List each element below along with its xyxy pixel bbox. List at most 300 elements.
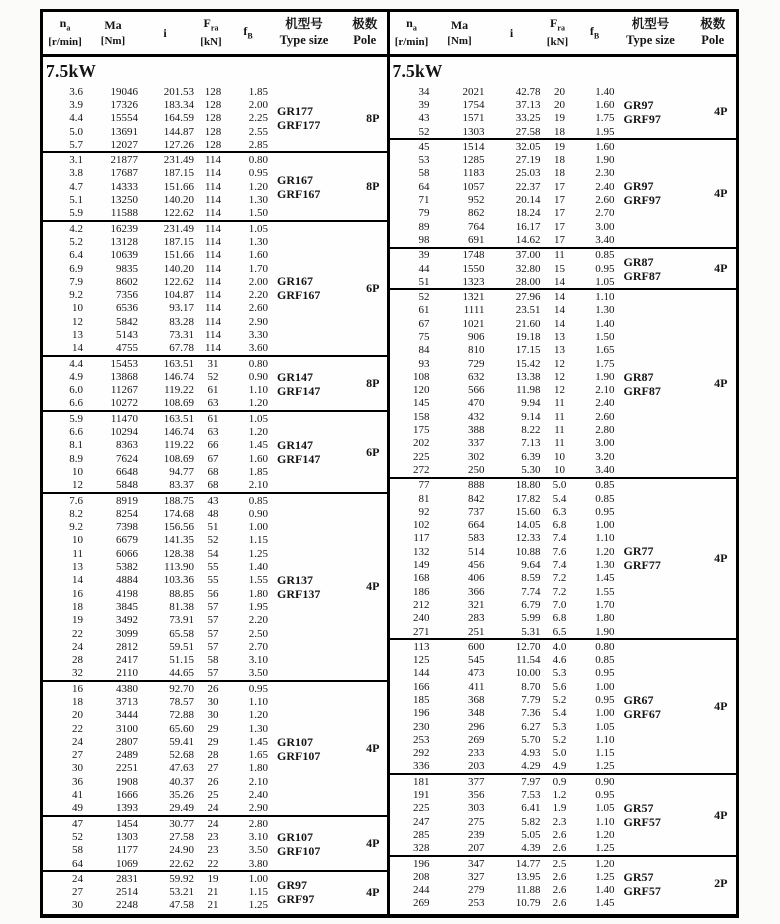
- cell-radial-force: 114: [204, 328, 222, 341]
- cell-torque: 1666: [116, 789, 138, 802]
- table-row: [390, 545, 615, 558]
- table-row: [390, 492, 615, 505]
- cell-torque: 366: [468, 585, 485, 598]
- cell-ratio: 231.49: [163, 154, 194, 167]
- col-header-radial-force: $F_{ra}$ [kN]: [200, 16, 222, 48]
- cell-ratio: 59.51: [169, 640, 194, 653]
- cell-torque: 1454: [116, 817, 138, 830]
- cell-radial-force: 18: [554, 167, 565, 180]
- cell-radial-force: 58: [207, 654, 219, 667]
- type-size-line: GRF57: [623, 815, 661, 830]
- cell-ratio: 10.88: [515, 545, 541, 558]
- cell-ratio: 7.13: [521, 437, 541, 450]
- cell-torque: 4198: [116, 587, 138, 600]
- cell-speed: 166: [413, 680, 430, 693]
- cell-ratio: 11.88: [516, 884, 541, 897]
- cell-speed: 28: [72, 654, 83, 667]
- pole-label: 8P: [366, 110, 380, 125]
- cell-ratio: 9.64: [521, 559, 541, 572]
- cell-radial-force: 114: [204, 180, 222, 193]
- gear-group: [43, 815, 387, 870]
- cell-service-factor: 0.95: [595, 694, 615, 706]
- cell-torque: 6679: [116, 534, 138, 547]
- cell-radial-force: 11: [554, 410, 565, 423]
- cell-ratio: 10.00: [515, 667, 541, 680]
- table-row: [43, 98, 268, 111]
- cell-radial-force: 114: [204, 302, 222, 315]
- cell-radial-force: 19: [207, 872, 219, 885]
- cell-ratio: 11.98: [516, 384, 541, 397]
- type-size-label: [277, 872, 359, 912]
- table-row: [390, 357, 615, 370]
- table-row: [390, 802, 615, 815]
- cell-radial-force: 30: [207, 709, 219, 722]
- cell-speed: 14: [72, 342, 83, 355]
- cell-radial-force: 6.8: [552, 519, 567, 532]
- cell-torque: 296: [468, 720, 485, 733]
- cell-torque: 737: [468, 505, 485, 518]
- table-row: [43, 695, 268, 708]
- type-size-line: GRF77: [623, 558, 661, 573]
- cell-speed: 3.6: [69, 85, 83, 98]
- cell-speed: 208: [413, 870, 430, 883]
- cell-speed: 52: [72, 830, 83, 843]
- pole-label: 6P: [366, 444, 380, 459]
- col-header-pole: 极数 Pole: [700, 17, 726, 47]
- cell-radial-force: 2.6: [552, 828, 567, 841]
- cell-torque: 2812: [116, 640, 138, 653]
- cell-speed: 4.4: [69, 112, 83, 125]
- cell-speed: 81: [418, 492, 430, 505]
- table-row: [390, 857, 615, 870]
- table-row: [43, 138, 268, 151]
- table-row: [390, 450, 615, 463]
- cell-speed: 145: [413, 397, 430, 410]
- cell-torque: 456: [468, 559, 485, 572]
- cell-service-factor: 1.80: [248, 587, 268, 600]
- cell-radial-force: 114: [204, 207, 222, 220]
- cell-ratio: 72.88: [169, 709, 194, 722]
- cell-speed: 13: [72, 328, 83, 341]
- table-row: [43, 735, 268, 748]
- cell-service-factor: 3.10: [248, 830, 268, 843]
- cell-service-factor: 1.55: [595, 585, 615, 598]
- cell-radial-force: 24: [207, 817, 219, 830]
- cell-ratio: 5.31: [521, 625, 541, 638]
- cell-service-factor: 1.00: [595, 519, 615, 532]
- cell-ratio: 27.96: [515, 291, 541, 304]
- cell-radial-force: 61: [207, 412, 219, 425]
- cell-speed: 8.2: [69, 507, 83, 520]
- type-size-line: GRF167: [277, 288, 321, 303]
- cell-service-factor: 2.40: [595, 180, 615, 193]
- cell-service-factor: 1.75: [595, 112, 615, 125]
- cell-ratio: 14.62: [515, 233, 541, 246]
- cell-speed: 3.8: [69, 167, 83, 180]
- cell-radial-force: 31: [207, 357, 219, 370]
- cell-speed: 51: [418, 275, 430, 288]
- cell-torque: 8363: [116, 439, 138, 452]
- pole-label: 8P: [366, 179, 380, 194]
- cell-torque: 302: [468, 450, 485, 463]
- cell-torque: 2021: [462, 85, 485, 98]
- cell-radial-force: 0.9: [552, 775, 567, 788]
- cell-ratio: 10.79: [515, 897, 541, 910]
- cell-ratio: 9.14: [521, 410, 541, 423]
- cell-speed: 132: [413, 545, 430, 558]
- cell-service-factor: 1.55: [248, 574, 268, 587]
- cell-radial-force: 10: [554, 450, 565, 463]
- cell-service-factor: 3.60: [248, 342, 268, 355]
- cell-ratio: 93.17: [169, 302, 194, 315]
- cell-speed: 39: [418, 249, 430, 262]
- cell-ratio: 11.54: [516, 654, 541, 667]
- cell-torque: 16239: [110, 222, 138, 235]
- table-row: [43, 534, 268, 547]
- cell-torque: 2110: [116, 667, 138, 680]
- table-row: [43, 802, 268, 815]
- cell-ratio: 113.90: [164, 561, 194, 574]
- table-row: [390, 667, 615, 680]
- type-size-label: [624, 640, 706, 773]
- gear-group: [43, 220, 387, 355]
- cell-service-factor: 1.70: [595, 598, 615, 611]
- cell-radial-force: 13: [554, 344, 565, 357]
- cell-torque: 1514: [462, 140, 485, 153]
- cell-torque: 5382: [116, 561, 138, 574]
- gear-group: [390, 288, 737, 476]
- table-row: [390, 625, 615, 638]
- cell-ratio: 24.90: [169, 844, 194, 857]
- cell-torque: 952: [468, 194, 485, 207]
- table-right-half: [390, 12, 737, 914]
- type-size-label: [624, 249, 706, 289]
- cell-speed: 30: [72, 762, 83, 775]
- cell-ratio: 51.15: [169, 654, 194, 667]
- gear-group: [390, 85, 737, 138]
- cell-torque: 6536: [116, 302, 138, 315]
- table-row: [43, 653, 268, 666]
- cell-torque: 10272: [110, 397, 138, 410]
- cell-ratio: 65.60: [169, 722, 194, 735]
- cell-ratio: 5.30: [521, 463, 541, 476]
- cell-ratio: 73.31: [169, 328, 194, 341]
- table-row: [43, 370, 268, 383]
- cell-ratio: 7.74: [521, 585, 541, 598]
- cell-service-factor: 0.95: [595, 505, 615, 518]
- cell-speed: 93: [418, 357, 430, 370]
- table-row: [43, 627, 268, 640]
- cell-speed: 292: [413, 747, 430, 760]
- cell-radial-force: 10: [554, 463, 565, 476]
- cell-ratio: 30.77: [169, 817, 194, 830]
- cell-speed: 6.0: [69, 384, 83, 397]
- type-size-label: [624, 857, 706, 910]
- pole-label: 4P: [714, 699, 728, 714]
- type-size-label: [277, 153, 359, 219]
- group-rows: [390, 479, 615, 639]
- table-row: [390, 870, 615, 883]
- cell-ratio: 103.36: [163, 574, 194, 587]
- cell-radial-force: 29: [207, 735, 219, 748]
- cell-service-factor: 0.85: [248, 494, 268, 507]
- cell-radial-force: 14: [554, 317, 565, 330]
- cell-ratio: 151.66: [163, 180, 194, 193]
- cell-service-factor: 1.10: [595, 291, 615, 304]
- type-size-line: GRF147: [277, 383, 321, 398]
- cell-radial-force: 114: [204, 249, 222, 262]
- cell-service-factor: 1.65: [595, 344, 615, 357]
- cell-torque: 1057: [462, 180, 485, 193]
- type-size-line: GR147: [277, 438, 313, 453]
- cell-ratio: 12.33: [515, 532, 541, 545]
- cell-speed: 168: [413, 572, 430, 585]
- table-row: [43, 425, 268, 438]
- cell-speed: 39: [418, 98, 430, 111]
- cell-service-factor: 1.20: [248, 397, 268, 410]
- cell-speed: 18: [72, 600, 83, 613]
- cell-radial-force: 56: [207, 587, 219, 600]
- cell-speed: 4.4: [69, 357, 83, 370]
- table-row: [43, 439, 268, 452]
- cell-radial-force: 114: [204, 222, 222, 235]
- cell-radial-force: 26: [207, 682, 219, 695]
- col-header-type-size: 机型号 Type size: [626, 17, 675, 47]
- cell-ratio: 35.26: [169, 789, 194, 802]
- cell-torque: 348: [468, 707, 485, 720]
- cell-radial-force: 17: [554, 220, 565, 233]
- table-row: [390, 733, 615, 746]
- cell-speed: 19: [72, 614, 83, 627]
- cell-radial-force: 68: [207, 479, 219, 492]
- cell-service-factor: 0.85: [595, 479, 615, 492]
- type-size-line: GR97: [623, 179, 654, 194]
- cell-service-factor: 2.60: [248, 302, 268, 315]
- cell-ratio: 141.35: [163, 534, 194, 547]
- type-size-line: GR167: [277, 274, 313, 289]
- cell-torque: 17687: [110, 167, 138, 180]
- cell-radial-force: 12: [554, 370, 565, 383]
- cell-speed: 24: [72, 872, 83, 885]
- table-row: [390, 125, 615, 138]
- cell-torque: 327: [468, 870, 485, 883]
- cell-speed: 113: [413, 640, 430, 653]
- col-header-service-factor: $f_B$: [243, 24, 253, 41]
- gear-group: [43, 492, 387, 680]
- cell-radial-force: 11: [554, 424, 565, 437]
- cell-ratio: 144.87: [163, 125, 194, 138]
- cell-ratio: 6.41: [521, 802, 541, 815]
- cell-torque: 279: [468, 884, 485, 897]
- cell-torque: 810: [468, 344, 485, 357]
- table-row: [390, 505, 615, 518]
- cell-service-factor: 1.05: [595, 720, 615, 733]
- cell-service-factor: 1.75: [595, 357, 615, 370]
- cell-speed: 10: [72, 465, 83, 478]
- table-row: [390, 680, 615, 693]
- table-row: [390, 585, 615, 598]
- cell-radial-force: 128: [204, 98, 222, 111]
- cell-ratio: 17.82: [515, 492, 541, 505]
- cell-speed: 52: [418, 125, 430, 138]
- cell-torque: 2248: [116, 899, 138, 912]
- pole-label: 4P: [366, 741, 380, 756]
- cell-torque: 388: [468, 424, 485, 437]
- col-header-ratio: i: [163, 25, 167, 40]
- cell-ratio: 21.60: [515, 317, 541, 330]
- table-row: [390, 290, 615, 303]
- cell-service-factor: 1.90: [595, 370, 615, 383]
- table-row: [390, 532, 615, 545]
- cell-service-factor: 3.00: [595, 220, 615, 233]
- cell-radial-force: 23: [207, 844, 219, 857]
- cell-ratio: 15.42: [515, 357, 541, 370]
- cell-ratio: 163.51: [163, 357, 194, 370]
- cell-radial-force: 128: [204, 138, 222, 151]
- cell-ratio: 4.39: [521, 842, 541, 855]
- cell-speed: 8.1: [69, 439, 83, 452]
- cell-speed: 9.2: [69, 289, 83, 302]
- cell-speed: 64: [418, 180, 430, 193]
- table-row: [43, 412, 268, 425]
- type-size-line: GR87: [623, 369, 654, 384]
- cell-ratio: 164.59: [163, 112, 194, 125]
- cell-speed: 253: [413, 733, 430, 746]
- pole-label: 4P: [714, 550, 728, 565]
- cell-radial-force: 21: [207, 886, 219, 899]
- cell-service-factor: 3.40: [595, 233, 615, 246]
- cell-torque: 11470: [110, 412, 138, 425]
- gear-group: [43, 151, 387, 219]
- cell-ratio: 22.37: [515, 180, 541, 193]
- cell-radial-force: 30: [207, 696, 219, 708]
- cell-torque: 2831: [116, 872, 138, 885]
- table-row: [43, 614, 268, 627]
- cell-speed: 47: [72, 817, 83, 830]
- cell-torque: 9835: [116, 262, 138, 275]
- cell-service-factor: 1.00: [595, 707, 615, 720]
- cell-ratio: 8.22: [521, 424, 541, 437]
- cell-ratio: 59.41: [169, 735, 194, 748]
- cell-radial-force: 43: [207, 494, 219, 507]
- cell-ratio: 5.05: [521, 828, 541, 841]
- type-size-line: GR87: [623, 254, 654, 269]
- cell-speed: 34: [418, 85, 430, 98]
- cell-service-factor: 0.90: [248, 370, 268, 383]
- table-row: [390, 572, 615, 585]
- cell-service-factor: 1.50: [595, 330, 615, 343]
- cell-ratio: 37.00: [515, 249, 541, 262]
- col-header-radial-force: $F_{ra}$ [kN]: [546, 16, 569, 48]
- type-size-line: GR107: [277, 734, 313, 749]
- cell-ratio: 67.78: [169, 342, 194, 355]
- cell-radial-force: 11: [554, 397, 565, 410]
- cell-ratio: 65.58: [169, 627, 194, 640]
- cell-torque: 303: [468, 802, 485, 815]
- cell-radial-force: 13: [554, 330, 565, 343]
- col-header-ratio: i: [509, 25, 514, 40]
- cell-service-factor: 1.50: [248, 207, 268, 220]
- type-size-line: GRF67: [623, 706, 661, 721]
- cell-torque: 15453: [110, 357, 138, 370]
- cell-service-factor: 1.20: [248, 426, 268, 439]
- cell-service-factor: 2.80: [248, 817, 268, 830]
- cell-service-factor: 1.40: [595, 317, 615, 330]
- cell-torque: 664: [468, 519, 485, 532]
- cell-ratio: 73.91: [169, 614, 194, 627]
- cell-speed: 9.2: [69, 521, 83, 534]
- table-row: [390, 304, 615, 317]
- cell-torque: 842: [468, 492, 485, 505]
- cell-radial-force: 1.9: [552, 802, 567, 815]
- table-row: [390, 330, 615, 343]
- cell-radial-force: 67: [207, 452, 219, 465]
- type-size-label: [277, 222, 359, 355]
- cell-torque: 1183: [462, 167, 485, 180]
- cell-service-factor: 0.95: [595, 667, 615, 680]
- cell-speed: 272: [413, 463, 430, 476]
- table-row: [43, 342, 268, 355]
- cell-torque: 377: [468, 775, 485, 788]
- table-row: [390, 140, 615, 153]
- cell-torque: 1393: [116, 802, 138, 815]
- cell-torque: 1754: [462, 98, 485, 111]
- cell-service-factor: 0.80: [595, 640, 615, 653]
- cell-speed: 102: [413, 519, 430, 532]
- group-rows: [390, 85, 615, 138]
- cell-radial-force: 5.0: [552, 479, 567, 492]
- cell-torque: 1323: [462, 275, 485, 288]
- cell-ratio: 6.27: [521, 720, 541, 733]
- cell-service-factor: 1.60: [248, 452, 268, 465]
- cell-service-factor: 1.30: [595, 304, 615, 317]
- cell-ratio: 4.93: [521, 747, 541, 760]
- cell-radial-force: 2.3: [552, 815, 567, 828]
- cell-ratio: 14.77: [515, 857, 541, 870]
- cell-ratio: 83.28: [169, 315, 194, 328]
- table-row: [390, 897, 615, 910]
- pole-label: 4P: [714, 376, 728, 391]
- type-size-line: GRF167: [277, 186, 321, 201]
- cell-ratio: 4.29: [521, 760, 541, 773]
- cell-radial-force: 114: [204, 154, 222, 167]
- cell-speed: 32: [72, 667, 83, 680]
- cell-torque: 2514: [116, 886, 138, 899]
- cell-ratio: 33.25: [515, 112, 541, 125]
- cell-torque: 203: [468, 760, 485, 773]
- cell-torque: 632: [468, 370, 485, 383]
- column-headers: [43, 12, 387, 57]
- cell-speed: 4.9: [69, 370, 83, 383]
- group-rows: [390, 290, 615, 476]
- table-row: [43, 682, 268, 695]
- cell-service-factor: 1.45: [248, 735, 268, 748]
- cell-speed: 8.9: [69, 452, 83, 465]
- cell-torque: 347: [468, 857, 485, 870]
- table-row: [390, 180, 615, 193]
- type-size-line: GR167: [277, 172, 313, 187]
- gear-group: [390, 138, 737, 246]
- cell-ratio: 174.68: [163, 507, 194, 520]
- cell-radial-force: 4.0: [552, 640, 567, 653]
- type-size-line: GR67: [623, 692, 654, 707]
- cell-torque: 8602: [116, 275, 138, 288]
- cell-radial-force: 19: [554, 140, 565, 153]
- cell-torque: 1069: [116, 857, 138, 870]
- type-size-line: GRF87: [623, 268, 661, 283]
- cell-radial-force: 57: [207, 627, 219, 640]
- col-header-torque: Ma [Nm]: [100, 17, 126, 47]
